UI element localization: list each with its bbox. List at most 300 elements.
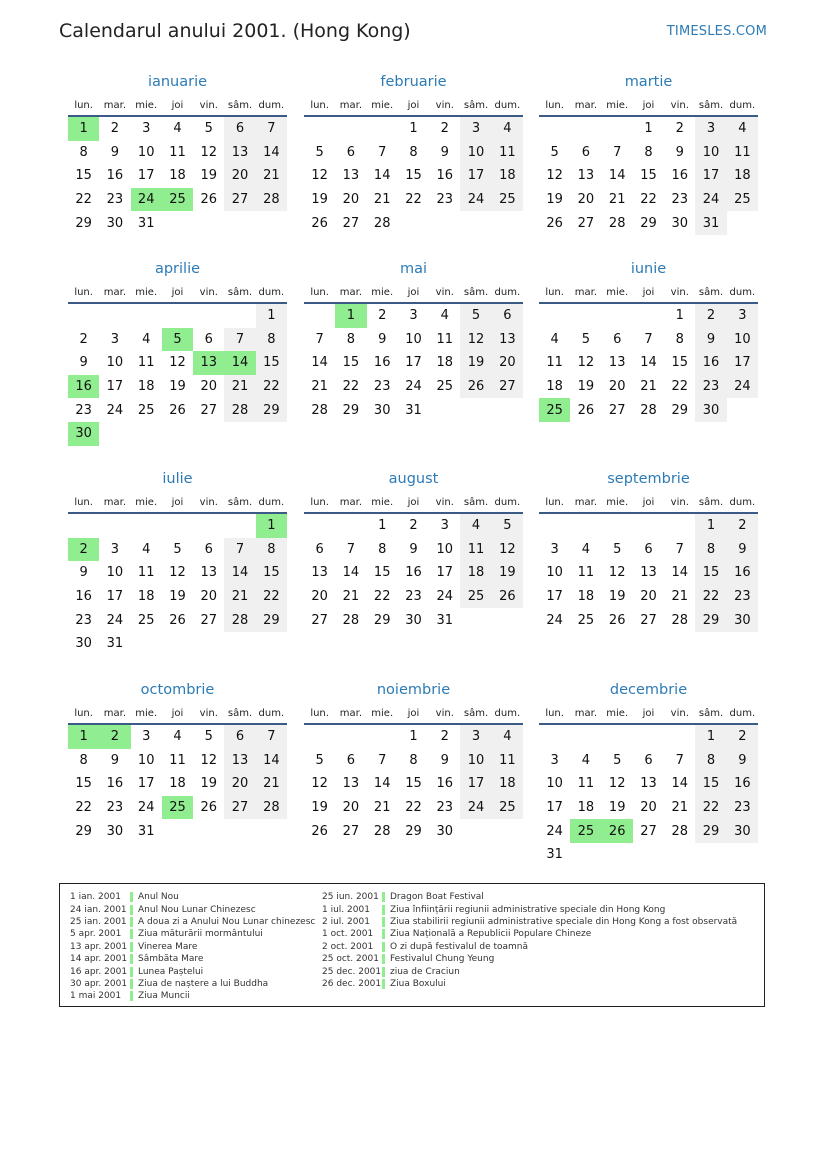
day-cell: 5 <box>204 121 213 137</box>
holiday-day-cell: 16 <box>68 375 99 399</box>
day-cell: 28 <box>671 823 689 839</box>
day-cell: 7 <box>613 144 622 160</box>
day-cell: 23 <box>106 192 124 208</box>
day-cell: 26 <box>311 215 328 231</box>
day-cell: 19 <box>169 589 186 605</box>
day-cell: 12 <box>169 565 186 581</box>
day-cell: 2 <box>110 121 120 137</box>
day-cell: 15 <box>75 168 92 184</box>
day-cell: 9 <box>440 144 449 160</box>
day-cell: 6 <box>224 725 255 749</box>
day-cell: 14 <box>671 776 689 792</box>
weekday-label: mie. <box>371 707 394 719</box>
day-cell: 22 <box>75 800 92 816</box>
day-cell: 19 <box>608 589 626 605</box>
day-cell: 7 <box>315 331 324 347</box>
day-cell: 18 <box>577 800 595 816</box>
holiday-color-swatch <box>130 905 133 915</box>
day-cell: 9 <box>79 355 88 371</box>
legend-holiday-name: ziua de Craciun <box>390 966 460 977</box>
day-cell: 15 <box>695 772 726 796</box>
weekday-label: lun. <box>545 707 564 719</box>
weekday-label: mar. <box>339 99 363 111</box>
brand-link[interactable]: TIMESLES.COM <box>666 24 767 39</box>
empty-day-cell <box>193 304 224 328</box>
weekday-header <box>539 282 758 304</box>
day-cell: 22 <box>405 800 422 816</box>
holiday-color-swatch <box>382 967 385 977</box>
legend-row <box>322 928 737 940</box>
weekday-label: mar. <box>574 99 598 111</box>
day-cell: 23 <box>727 585 758 609</box>
day-cell: 15 <box>342 355 360 371</box>
day-cell: 9 <box>378 331 387 347</box>
day-cell: 7 <box>675 541 684 557</box>
weekday-label: lun. <box>74 496 93 508</box>
legend-date: 13 apr. 2001 <box>70 941 128 952</box>
day-cell: 23 <box>75 402 92 418</box>
empty-day-cell <box>539 514 570 538</box>
day-cell: 19 <box>311 192 328 208</box>
empty-day-cell <box>664 725 695 749</box>
day-cell: 2 <box>727 514 758 538</box>
day-cell: 28 <box>224 608 255 632</box>
weekday-header <box>304 703 523 725</box>
holiday-day-cell: 13 <box>193 351 224 375</box>
day-cell: 15 <box>256 351 287 375</box>
day-cell: 20 <box>640 800 657 816</box>
day-cell: 8 <box>695 538 726 562</box>
day-cell: 15 <box>256 561 287 585</box>
legend-date: 25 oct. 2001 <box>322 954 379 965</box>
day-cell: 27 <box>311 612 328 628</box>
day-cell: 28 <box>342 612 360 628</box>
day-cell: 4 <box>550 331 559 347</box>
weekday-label: lun. <box>545 286 564 298</box>
weekday-label: joi <box>171 496 184 508</box>
day-cell: 11 <box>492 749 523 773</box>
day-cell: 29 <box>405 823 422 839</box>
day-cell: 27 <box>200 612 218 628</box>
weekday-label: lun. <box>74 707 93 719</box>
day-cell: 8 <box>695 749 726 773</box>
day-cell: 10 <box>405 331 422 347</box>
empty-day-cell <box>99 304 130 328</box>
day-cell: 24 <box>546 823 563 839</box>
legend-holiday-name: Lunea Paștelui <box>138 966 204 977</box>
holiday-day-cell: 1 <box>68 117 99 141</box>
legend-row <box>70 891 315 903</box>
day-cell: 27 <box>342 215 360 231</box>
day-cell: 11 <box>546 355 563 371</box>
day-cell: 16 <box>405 565 422 581</box>
day-cell: 24 <box>106 612 124 628</box>
day-cell: 26 <box>200 192 218 208</box>
day-cell: 13 <box>608 355 626 371</box>
weekday-label: mar. <box>339 496 363 508</box>
day-cell: 24 <box>436 589 454 605</box>
day-cell: 11 <box>137 565 155 581</box>
day-cell: 19 <box>311 800 328 816</box>
day-cell: 6 <box>492 304 523 328</box>
day-cell: 27 <box>224 796 255 820</box>
day-cell: 27 <box>608 402 626 418</box>
day-cell: 8 <box>675 331 684 347</box>
weekday-label: joi <box>642 496 655 508</box>
legend-column-2 <box>322 891 737 990</box>
day-cell: 16 <box>106 776 124 792</box>
legend-holiday-name: Ziua înființării regiunii administrative speciale din Hong Kong <box>390 904 666 915</box>
day-cell: 25 <box>436 379 454 395</box>
day-cell: 9 <box>79 565 88 581</box>
day-cell: 23 <box>436 800 454 816</box>
weekday-label: lun. <box>310 99 329 111</box>
weekday-label: sâm. <box>698 496 724 508</box>
day-cell: 27 <box>640 612 657 628</box>
weekday-label: mie. <box>135 286 158 298</box>
weekday-label: mie. <box>606 707 629 719</box>
weekday-label: sâm. <box>463 286 489 298</box>
day-cell: 8 <box>79 144 88 160</box>
day-cell: 4 <box>460 514 491 538</box>
day-cell: 6 <box>224 117 255 141</box>
legend-date: 25 ian. 2001 <box>70 916 127 927</box>
day-cell: 16 <box>695 351 726 375</box>
days-grid <box>68 725 287 843</box>
day-cell: 28 <box>608 215 626 231</box>
weekday-label: dum. <box>729 286 756 298</box>
legend-holiday-name: A doua zi a Anului Nou Lunar chinezesc <box>138 916 316 927</box>
day-cell: 9 <box>110 144 120 160</box>
day-cell: 5 <box>550 144 559 160</box>
weekday-label: mar. <box>574 286 598 298</box>
day-cell: 30 <box>75 636 92 652</box>
legend-date: 16 apr. 2001 <box>70 966 128 977</box>
day-cell: 13 <box>342 776 360 792</box>
day-cell: 2 <box>675 121 684 137</box>
day-cell: 26 <box>577 402 595 418</box>
month-august <box>304 469 523 632</box>
day-cell: 16 <box>436 168 454 184</box>
day-cell: 28 <box>373 215 391 231</box>
weekday-label: sâm. <box>463 707 489 719</box>
weekday-label: sâm. <box>227 496 253 508</box>
day-cell: 19 <box>577 379 595 395</box>
day-cell: 8 <box>346 331 356 347</box>
day-cell: 22 <box>405 192 422 208</box>
day-cell: 3 <box>110 541 120 557</box>
holiday-color-swatch <box>130 942 133 952</box>
day-cell: 3 <box>142 729 151 745</box>
day-cell: 20 <box>608 379 626 395</box>
day-cell: 4 <box>142 331 151 347</box>
weekday-label: vin. <box>670 496 689 508</box>
day-cell: 30 <box>695 398 726 422</box>
weekday-label: mie. <box>371 286 394 298</box>
day-cell: 29 <box>373 612 391 628</box>
day-cell: 27 <box>577 215 595 231</box>
day-cell: 22 <box>256 585 287 609</box>
day-cell: 26 <box>460 375 491 399</box>
weekday-label: mie. <box>135 99 158 111</box>
weekday-label: mar. <box>339 707 363 719</box>
legend-date: 1 mai 2001 <box>70 991 122 1002</box>
day-cell: 28 <box>256 796 287 820</box>
weekday-label: lun. <box>310 496 329 508</box>
day-cell: 2 <box>727 725 758 749</box>
day-cell: 29 <box>695 608 726 632</box>
day-cell: 12 <box>577 355 595 371</box>
day-cell: 4 <box>727 117 758 141</box>
day-cell: 16 <box>75 589 92 605</box>
weekday-label: mar. <box>103 99 127 111</box>
day-cell: 9 <box>695 328 726 352</box>
day-cell: 2 <box>695 304 726 328</box>
weekday-label: sâm. <box>698 707 724 719</box>
day-cell: 20 <box>224 772 255 796</box>
day-cell: 24 <box>106 402 124 418</box>
day-cell: 17 <box>695 164 726 188</box>
legend-holiday-name: Ziua Muncii <box>138 991 190 1002</box>
day-cell: 9 <box>727 749 758 773</box>
day-cell: 3 <box>460 117 491 141</box>
day-cell: 23 <box>373 379 391 395</box>
day-cell: 5 <box>613 541 622 557</box>
day-cell: 23 <box>106 800 124 816</box>
day-cell: 10 <box>137 144 155 160</box>
weekday-label: vin. <box>670 286 689 298</box>
day-cell: 10 <box>460 749 491 773</box>
day-cell: 4 <box>173 121 182 137</box>
day-cell: 19 <box>492 561 523 585</box>
legend-holiday-name: Vinerea Mare <box>138 941 198 952</box>
day-cell: 19 <box>200 168 218 184</box>
month-octombrie <box>68 680 287 843</box>
holiday-color-swatch <box>130 892 133 902</box>
day-cell: 11 <box>169 144 186 160</box>
day-cell: 10 <box>727 328 758 352</box>
empty-day-cell <box>131 514 162 538</box>
day-cell: 27 <box>640 823 657 839</box>
month-ianuarie <box>68 72 287 235</box>
month-name: august <box>388 471 439 487</box>
day-cell: 6 <box>204 541 213 557</box>
day-cell: 3 <box>142 121 151 137</box>
day-cell: 21 <box>342 589 360 605</box>
day-cell: 11 <box>460 538 491 562</box>
day-cell: 15 <box>695 561 726 585</box>
day-cell: 21 <box>671 800 689 816</box>
day-cell: 13 <box>200 565 218 581</box>
empty-day-cell <box>633 304 664 328</box>
weekday-label: mar. <box>103 707 127 719</box>
holiday-day-cell: 25 <box>570 819 601 843</box>
day-cell: 20 <box>224 164 255 188</box>
day-cell: 18 <box>137 379 155 395</box>
day-cell: 17 <box>460 164 491 188</box>
weekday-label: lun. <box>310 707 329 719</box>
day-cell: 31 <box>546 847 563 863</box>
weekday-label: joi <box>171 99 184 111</box>
day-cell: 18 <box>546 379 563 395</box>
day-cell: 10 <box>546 565 563 581</box>
legend-date: 14 apr. 2001 <box>70 954 128 965</box>
day-cell: 4 <box>173 729 182 745</box>
holiday-color-swatch <box>382 892 385 902</box>
empty-day-cell <box>304 514 335 538</box>
weekday-label: dum. <box>258 707 285 719</box>
day-cell: 23 <box>436 192 454 208</box>
day-cell: 14 <box>608 168 626 184</box>
day-cell: 17 <box>727 351 758 375</box>
weekday-label: mie. <box>371 496 394 508</box>
weekday-label: dum. <box>258 286 285 298</box>
legend-column-1 <box>70 891 315 1003</box>
day-cell: 16 <box>727 772 758 796</box>
day-cell: 13 <box>224 749 255 773</box>
day-cell: 2 <box>409 518 418 534</box>
day-cell: 18 <box>436 355 454 371</box>
empty-day-cell <box>335 725 366 749</box>
month-name: iunie <box>630 261 667 277</box>
day-cell: 18 <box>169 168 186 184</box>
weekday-label: mie. <box>606 286 629 298</box>
day-cell: 1 <box>644 121 653 137</box>
days-grid <box>304 514 523 632</box>
day-cell: 26 <box>311 823 328 839</box>
weekday-label: lun. <box>310 286 329 298</box>
day-cell: 25 <box>492 796 523 820</box>
day-cell: 24 <box>727 375 758 399</box>
day-cell: 30 <box>727 819 758 843</box>
day-cell: 11 <box>492 141 523 165</box>
day-cell: 6 <box>644 752 653 768</box>
weekday-label: sâm. <box>463 99 489 111</box>
day-cell: 29 <box>256 608 287 632</box>
legend-holiday-name: Festivalul Chung Yeung <box>390 954 495 965</box>
weekday-label: joi <box>407 496 420 508</box>
day-cell: 24 <box>546 612 563 628</box>
day-cell: 20 <box>200 379 218 395</box>
holiday-color-swatch <box>130 991 133 1001</box>
day-cell: 6 <box>644 541 653 557</box>
weekday-label: joi <box>407 286 420 298</box>
day-cell: 5 <box>173 541 182 557</box>
day-cell: 27 <box>200 402 218 418</box>
legend-holiday-name: Ziua stabilirii regiunii administrative speciale din Hong Kong a fost observată <box>390 916 738 927</box>
legend-holiday-name: Ziua Boxului <box>390 978 446 989</box>
day-cell: 6 <box>346 144 356 160</box>
legend-date: 24 ian. 2001 <box>70 904 127 915</box>
day-cell: 20 <box>577 192 595 208</box>
day-cell: 22 <box>640 192 657 208</box>
day-cell: 24 <box>695 188 726 212</box>
day-cell: 7 <box>675 752 684 768</box>
day-cell: 14 <box>342 565 360 581</box>
day-cell: 1 <box>409 121 418 137</box>
month-name: mai <box>399 261 428 277</box>
day-cell: 1 <box>256 304 287 328</box>
day-cell: 21 <box>608 192 626 208</box>
weekday-label: vin. <box>435 99 454 111</box>
month-name: septembrie <box>607 471 690 487</box>
day-cell: 31 <box>695 211 726 235</box>
weekday-label: joi <box>642 99 655 111</box>
day-cell: 12 <box>169 355 186 371</box>
day-cell: 12 <box>608 776 626 792</box>
empty-day-cell <box>602 725 633 749</box>
day-cell: 18 <box>577 589 595 605</box>
holiday-day-cell: 30 <box>68 422 99 446</box>
day-cell: 18 <box>137 589 155 605</box>
day-cell: 7 <box>256 117 287 141</box>
day-cell: 21 <box>256 772 287 796</box>
day-cell: 30 <box>106 823 124 839</box>
days-grid <box>304 117 523 235</box>
day-cell: 8 <box>378 541 387 557</box>
day-cell: 25 <box>492 188 523 212</box>
day-cell: 16 <box>671 168 689 184</box>
weekday-label: vin. <box>199 99 218 111</box>
day-cell: 1 <box>695 514 726 538</box>
weekday-header <box>539 703 758 725</box>
weekday-label: lun. <box>74 99 93 111</box>
day-cell: 15 <box>640 168 657 184</box>
day-cell: 14 <box>373 168 391 184</box>
month-decembrie <box>539 680 758 867</box>
day-cell: 5 <box>613 752 622 768</box>
day-cell: 22 <box>695 585 726 609</box>
empty-day-cell <box>664 514 695 538</box>
legend-row <box>70 941 315 953</box>
legend-holiday-name: Sâmbăta Mare <box>138 954 204 965</box>
day-cell: 17 <box>137 168 155 184</box>
day-cell: 1 <box>409 729 418 745</box>
day-cell: 10 <box>436 541 454 557</box>
weekday-header <box>539 492 758 514</box>
day-cell: 12 <box>460 328 491 352</box>
legend-row <box>70 903 315 915</box>
holiday-color-swatch <box>382 954 385 964</box>
day-cell: 19 <box>546 192 563 208</box>
day-cell: 30 <box>373 402 391 418</box>
day-cell: 13 <box>640 776 657 792</box>
weekday-label: dum. <box>258 99 285 111</box>
day-cell: 9 <box>440 752 449 768</box>
weekday-label: dum. <box>494 496 521 508</box>
month-name: noiembrie <box>376 682 451 698</box>
day-cell: 17 <box>137 776 155 792</box>
holiday-color-swatch <box>130 954 133 964</box>
holiday-color-swatch <box>130 979 133 989</box>
day-cell: 5 <box>204 729 213 745</box>
weekday-label: sâm. <box>698 99 724 111</box>
holiday-day-cell: 5 <box>162 328 193 352</box>
day-cell: 24 <box>405 379 422 395</box>
holiday-day-cell: 24 <box>131 188 162 212</box>
legend-holiday-name: Anul Nou <box>138 892 179 903</box>
day-cell: 4 <box>142 541 151 557</box>
legend-row <box>322 941 737 953</box>
day-cell: 17 <box>546 589 563 605</box>
day-cell: 8 <box>409 144 418 160</box>
empty-day-cell <box>570 304 601 328</box>
day-cell: 27 <box>224 188 255 212</box>
weekday-label: mie. <box>135 496 158 508</box>
day-cell: 5 <box>315 144 324 160</box>
weekday-label: vin. <box>435 496 454 508</box>
holiday-day-cell: 2 <box>99 725 130 749</box>
